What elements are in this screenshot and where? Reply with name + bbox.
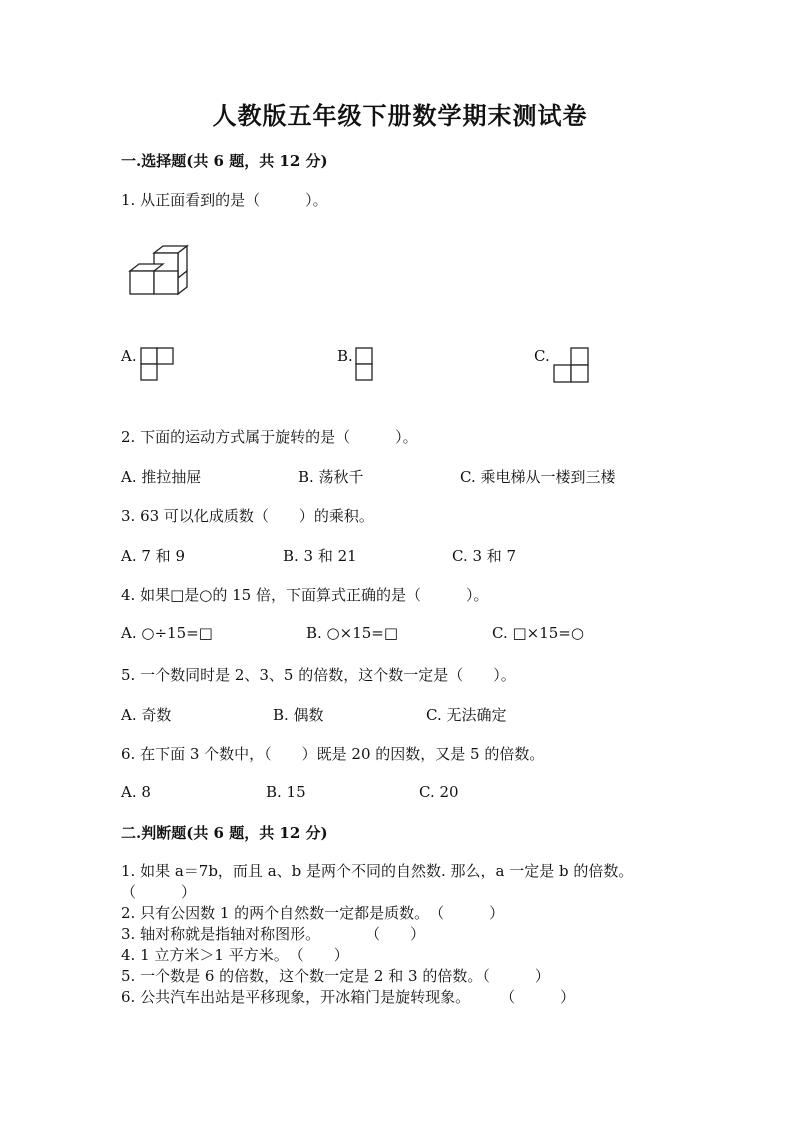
option-c-view-figure bbox=[553, 347, 589, 383]
tf-item-1-answer-blank: （ ） bbox=[121, 883, 197, 901]
section-heading-true-false: 二.判断题(共 6 题，共 12 分) bbox=[121, 824, 328, 842]
question-2-option-c: C. 乘电梯从一楼到三楼 bbox=[460, 468, 616, 486]
tf-item-2: 2. 只有公因数 1 的两个自然数一定都是质数。 （ ） bbox=[121, 904, 505, 922]
tf-item-1: 1. 如果 a＝7b，而且 a、b 是两个不同的自然数. 那么，a 一定是 b 的倍数。 bbox=[121, 862, 634, 880]
page-title: 人教版五年级下册数学期末测试卷 bbox=[212, 101, 588, 130]
section-heading-choice: 一.选择题(共 6 题，共 12 分) bbox=[121, 152, 328, 170]
question-1-option-a: A. bbox=[121, 347, 137, 365]
tf-item-5: 5. 一个数是 6 的倍数，这个数一定是 2 和 3 的倍数。（ ） bbox=[121, 967, 550, 985]
question-6-stem: 6. 在下面 3 个数中，（ ）既是 20 的因数，又是 5 的倍数。 bbox=[121, 745, 545, 763]
question-2-stem: 2. 下面的运动方式属于旋转的是（ ）。 bbox=[121, 428, 418, 446]
question-5-option-a: A. 奇数 bbox=[121, 706, 172, 724]
question-3-stem: 3. 63 可以化成质数（ ）的乘积。 bbox=[121, 507, 374, 525]
question-6-option-b: B. 15 bbox=[266, 783, 306, 801]
cube-stack-figure bbox=[128, 244, 188, 296]
question-3-option-b: B. 3 和 21 bbox=[283, 547, 357, 565]
question-3-option-a: A. 7 和 9 bbox=[121, 547, 185, 565]
question-1-option-b: B. bbox=[337, 347, 353, 365]
question-1-option-c: C. bbox=[534, 347, 550, 365]
question-5-option-b: B. 偶数 bbox=[273, 706, 324, 724]
question-2-option-b: B. 荡秋千 bbox=[298, 468, 364, 486]
question-4-option-c: C. □×15=○ bbox=[492, 624, 584, 642]
question-4-stem: 4. 如果□是○的 15 倍，下面算式正确的是（ ）。 bbox=[121, 586, 489, 604]
tf-item-4: 4. 1 立方米＞1 平方米。 （ ） bbox=[121, 946, 349, 964]
option-a-view-figure bbox=[140, 347, 174, 381]
question-5-option-c: C. 无法确定 bbox=[426, 706, 507, 724]
tf-item-3: 3. 轴对称就是指轴对称图形。 （ ） bbox=[121, 925, 426, 943]
question-4-option-a: A. ○÷15=□ bbox=[121, 624, 213, 642]
question-1-stem: 1. 从正面看到的是（ ）。 bbox=[121, 191, 328, 209]
option-b-view-figure bbox=[355, 347, 373, 381]
question-6-option-a: A. 8 bbox=[121, 783, 151, 801]
question-4-option-b: B. ○×15=□ bbox=[306, 624, 399, 642]
question-5-stem: 5. 一个数同时是 2、3、5 的倍数，这个数一定是（ ）。 bbox=[121, 666, 516, 684]
tf-item-6: 6. 公共汽车出站是平移现象，开冰箱门是旋转现象。 （ ） bbox=[121, 988, 576, 1006]
question-6-option-c: C. 20 bbox=[419, 783, 459, 801]
question-2-option-a: A. 推拉抽屉 bbox=[121, 468, 202, 486]
question-3-option-c: C. 3 和 7 bbox=[452, 547, 517, 565]
